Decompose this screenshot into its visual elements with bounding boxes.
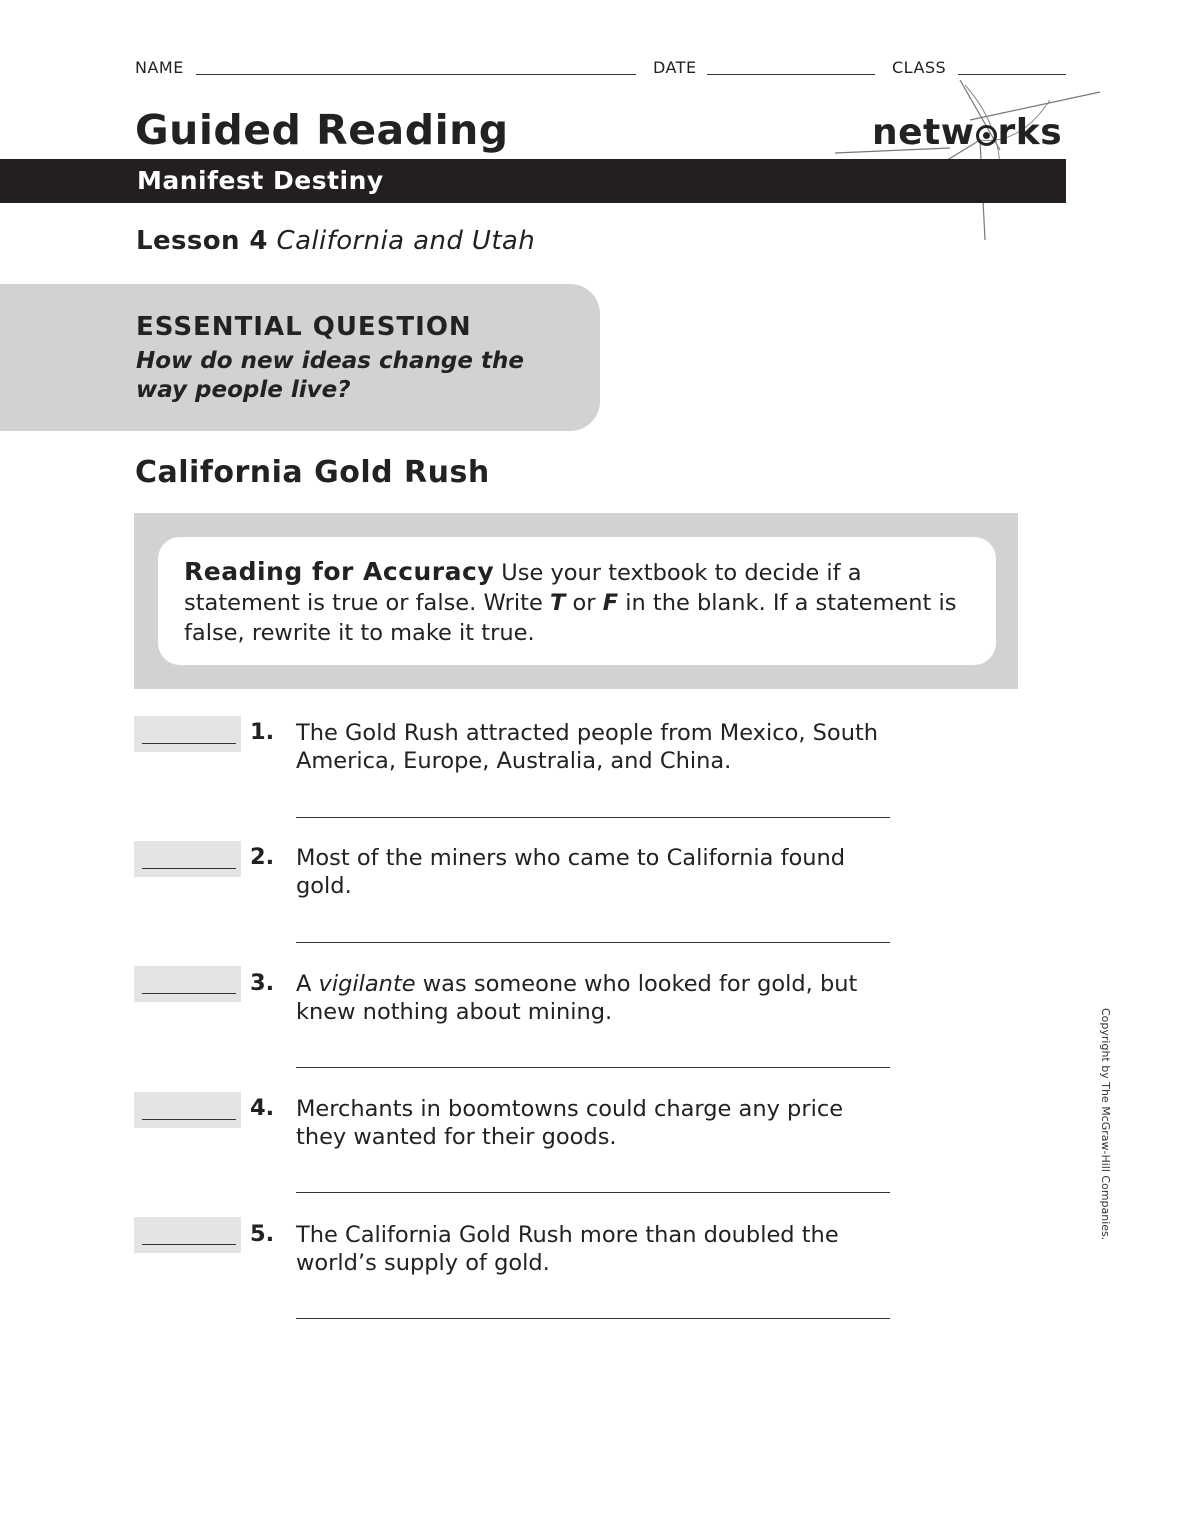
rewrite-line-5[interactable] [296, 1318, 890, 1319]
rewrite-line-3[interactable] [296, 1067, 890, 1068]
instructions-t: T [550, 590, 566, 616]
target-icon [976, 125, 997, 146]
answer-blank-line [142, 868, 236, 869]
page-title: Guided Reading [135, 106, 509, 154]
rewrite-line-1[interactable] [296, 817, 890, 818]
question-text-emphasis: vigilante [318, 971, 416, 997]
question-number: 2. [250, 844, 275, 870]
question-text [296, 719, 896, 775]
section-title: California Gold Rush [135, 455, 490, 490]
unit-title: Manifest Destiny [137, 166, 384, 195]
lesson-number: Lesson 4 [136, 226, 268, 256]
question-text [296, 1221, 896, 1277]
question-text-part: A [296, 971, 319, 997]
rewrite-line-2[interactable] [296, 942, 890, 943]
instructions-lead: Reading for Accuracy [184, 557, 495, 586]
networks-logo [872, 112, 1062, 153]
logo-text-end: rks [997, 112, 1063, 153]
essential-question-text: How do new ideas change the way people live? [136, 348, 524, 403]
question-text [296, 844, 896, 900]
answer-blank-3[interactable] [134, 966, 241, 1002]
name-field-line[interactable] [196, 74, 636, 75]
question-text-part: Merchants in boomtowns could charge any price they wanted for their goods. [296, 1096, 844, 1150]
answer-blank-2[interactable] [134, 841, 241, 877]
rewrite-line-4[interactable] [296, 1192, 890, 1193]
instructions-part3: in the blank. If a statement is false, rewrite it to make it true. [184, 590, 957, 646]
question-text-part: The California Gold Rush more than doubled the world’s supply of gold. [296, 1222, 839, 1276]
question-number: 4. [250, 1095, 275, 1121]
question-number: 3. [250, 970, 275, 996]
instructions-f: F [602, 590, 619, 616]
answer-blank-5[interactable] [134, 1217, 241, 1253]
question-number: 5. [250, 1221, 275, 1247]
answer-blank-line [142, 1119, 236, 1120]
logo-text-start: netw [872, 112, 975, 153]
question-text-part: The Gold Rush attracted people from Mexico, South America, Europe, Australia, and China. [296, 720, 879, 774]
answer-blank-1[interactable] [134, 716, 241, 752]
date-label: DATE [653, 58, 697, 77]
question-text-part: Most of the miners who came to California found gold. [296, 845, 846, 899]
question-text [296, 1095, 896, 1151]
lesson-heading [136, 226, 535, 256]
instructions-part1: Use your textbook to decide if a statement is true or false. Write [184, 560, 862, 616]
question-number: 1. [250, 719, 275, 745]
instructions-text [184, 557, 964, 648]
class-label: CLASS [892, 58, 947, 77]
copyright-notice: Copyright by The McGraw-Hill Companies. [1099, 1008, 1112, 1241]
answer-blank-4[interactable] [134, 1092, 241, 1128]
essential-question-title: ESSENTIAL QUESTION [136, 312, 472, 342]
question-text [296, 970, 896, 1026]
answer-blank-line [142, 993, 236, 994]
answer-blank-line [142, 743, 236, 744]
answer-blank-line [142, 1244, 236, 1245]
lesson-name: California and Utah [276, 226, 536, 256]
instructions-part2: or [565, 590, 603, 616]
question-text-part: was someone who looked for gold, but knew nothing about mining. [296, 971, 858, 1025]
name-label: NAME [135, 58, 184, 77]
